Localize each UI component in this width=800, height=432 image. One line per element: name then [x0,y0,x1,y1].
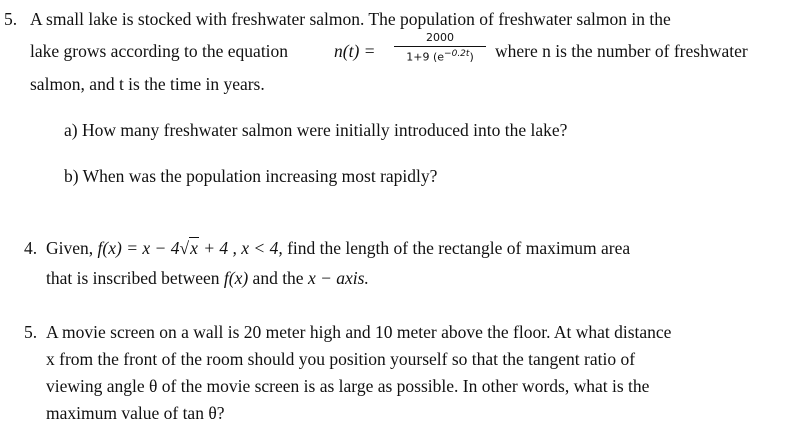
problem-text-line: where n is the number of freshwater [495,41,748,61]
problem-text-line: viewing angle θ of the movie screen is as large as possible. In other words, what is the [46,376,650,396]
problem-text-line: maximum value of tan θ? [46,403,225,423]
fraction-denominator: 1+9 $(e^{-0.2t})$ [406,49,474,64]
problem-number: 5. [4,9,18,29]
problem-text-line: A movie screen on a wall is 20 meter high and 10 meter above the floor. At what distance [46,322,672,342]
problem-number: 5. [24,322,38,342]
part-b: b) When was the population increasing most rapidly? [64,166,438,186]
problem-number: 4. [24,238,38,258]
problem-text-line: Given, f(x) = x − 4√x + 4 , x < 4, find the length of the rectangle of maximum area [46,238,631,258]
problem-text-line: x from the front of the room should you position yourself so that the tangent ratio of [46,349,636,369]
function-definition: f(x) = x − 4√x + 4 , x < 4, [97,238,283,258]
equation-lhs: n(t) = [334,41,376,61]
problem-text-line: that is inscribed between f(x) and the x − axis. [46,268,369,288]
population-fraction [394,31,486,64]
problem-text-line: salmon, and t is the time in years. [30,74,265,94]
problem-text-line: lake grows according to the equation [30,41,289,61]
problem-text-line: A small lake is stocked with freshwater salmon. The population of freshwater salmon in the [30,9,671,29]
fraction-bar [394,46,486,47]
fraction-numerator: 2000 [426,31,454,44]
part-a: a) How many freshwater salmon were initially introduced into the lake? [64,120,568,140]
